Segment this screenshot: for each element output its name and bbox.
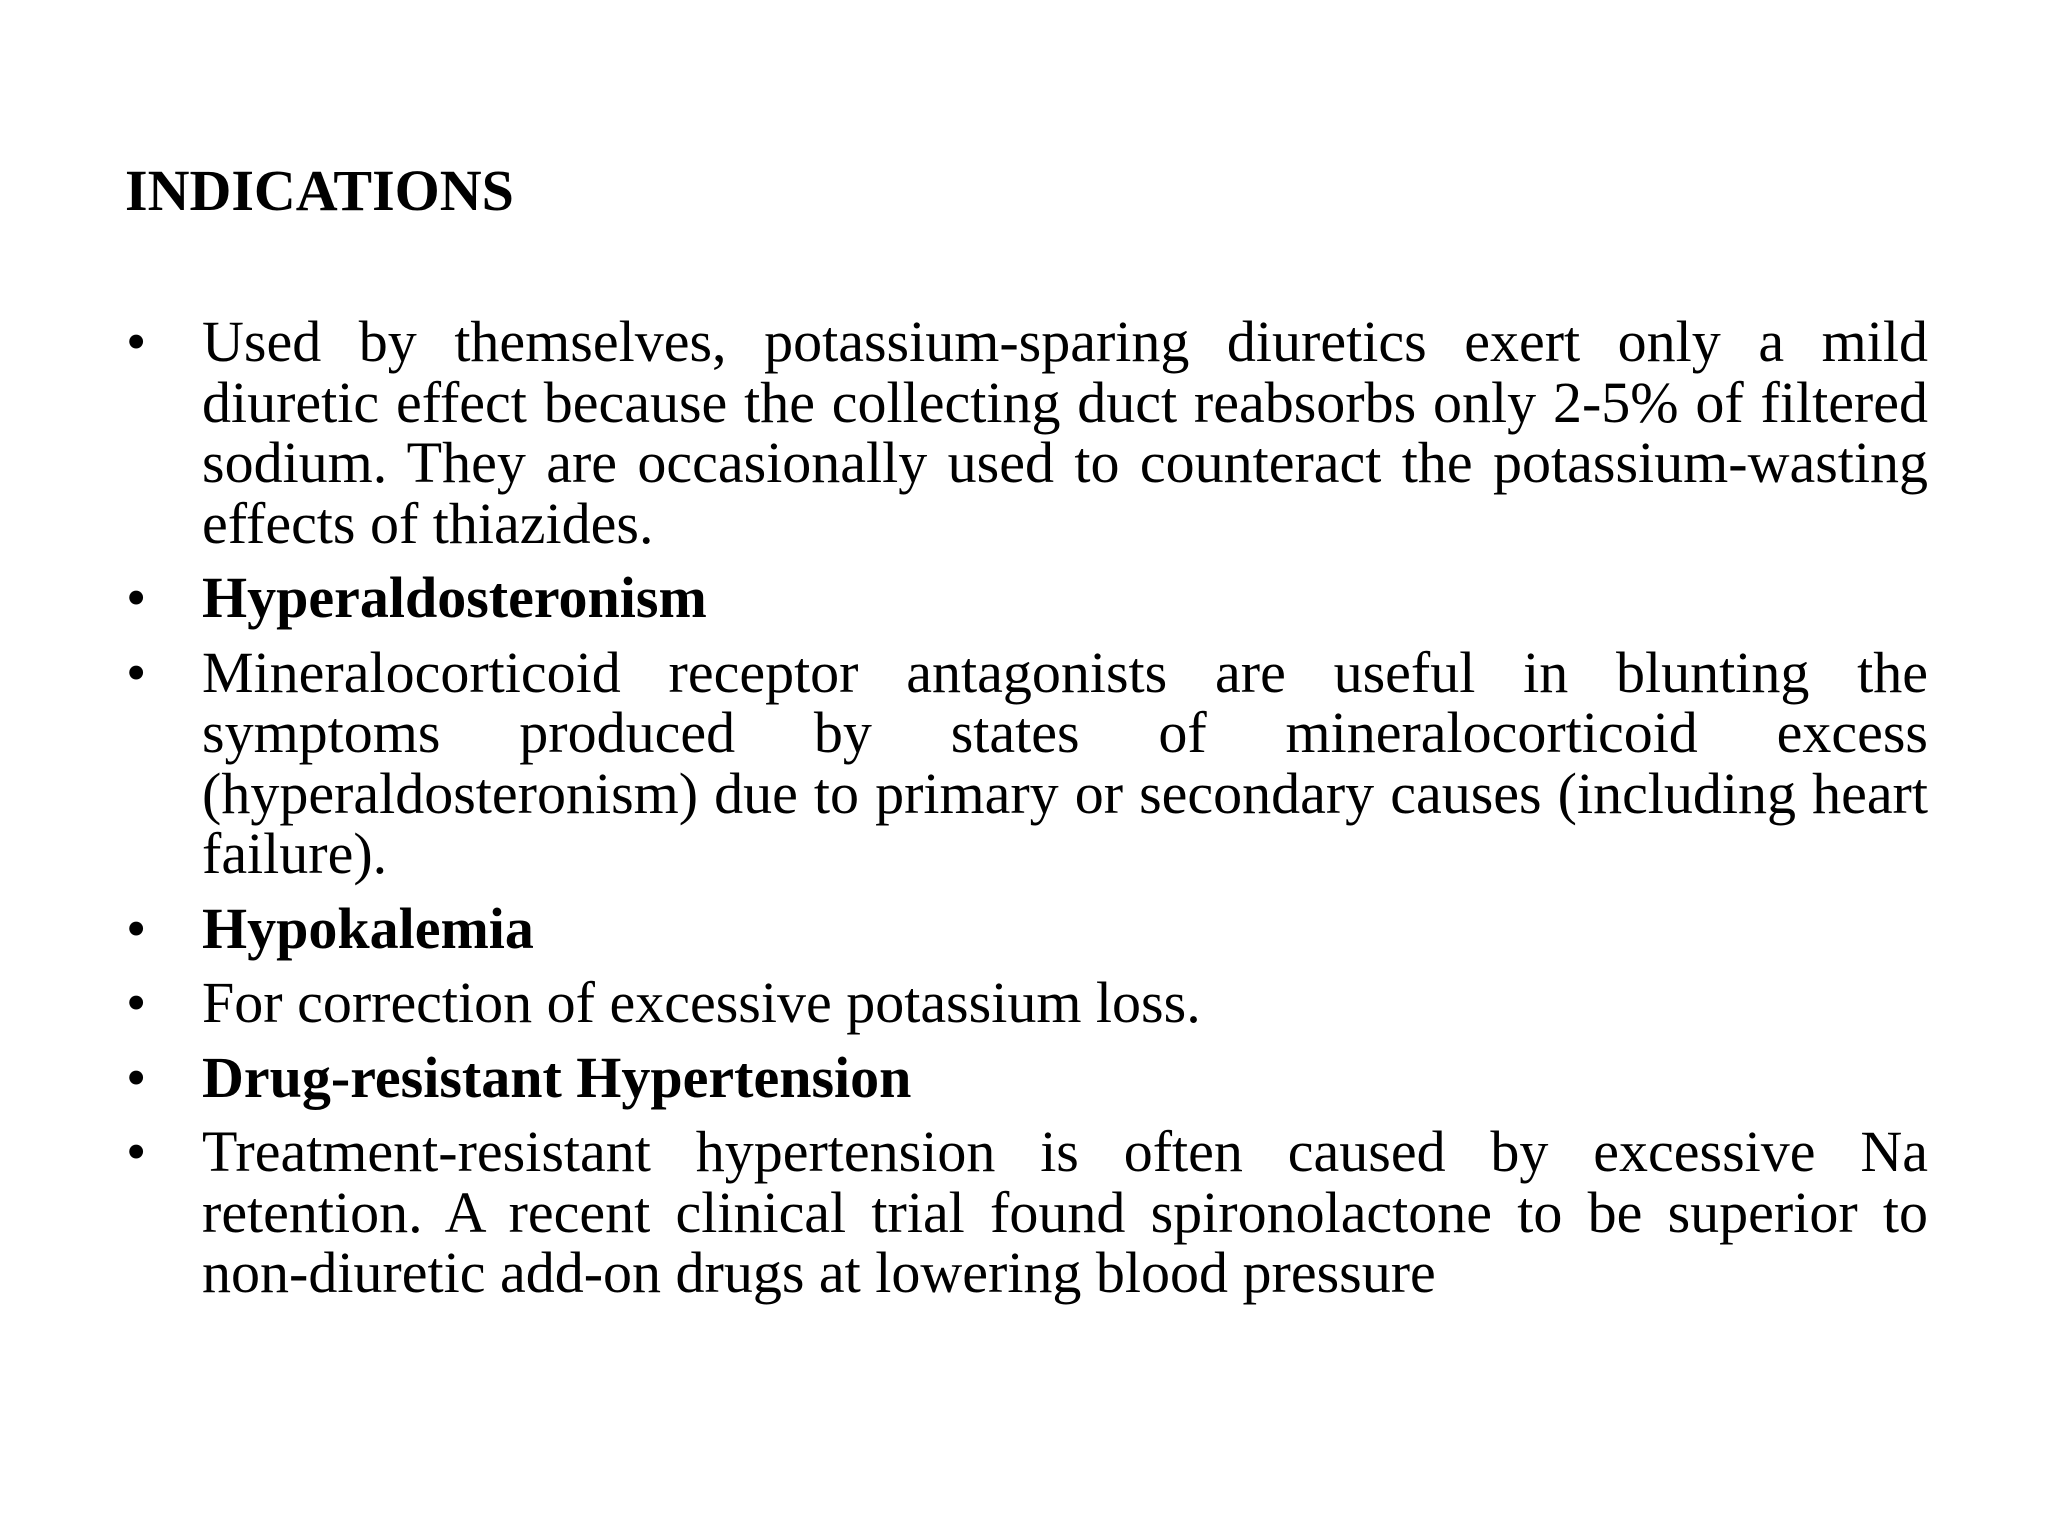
bullet-heading: Drug-resistant Hypertension bbox=[202, 1044, 912, 1110]
bullet-text: Treatment-resistant hypertension is often caused by excessive Na retention. A recent clinical trial found spironolactone to be superior to non-diuretic add-on drugs at lowering blood pressure bbox=[202, 1119, 1928, 1305]
bullet-icon: • bbox=[126, 1119, 147, 1184]
bullet-icon: • bbox=[126, 895, 147, 961]
bullet-item-potassium-loss bbox=[120, 970, 1928, 1035]
bullet-list bbox=[120, 309, 1928, 1318]
bullet-text: Mineralocorticoid receptor antagonists are useful in blunting the symptoms produced by states of mineralocorticoid excess (hyperaldosteronism) due to primary or secondary causes (including heart failure). bbox=[202, 639, 1928, 886]
bullet-heading: Hypokalemia bbox=[202, 895, 534, 961]
bullet-item-drug-resistant bbox=[120, 1044, 1928, 1110]
bullet-icon: • bbox=[126, 639, 147, 705]
bullet-text: Used by themselves, potassium-sparing diuretics exert only a mild diuretic effect because the collecting duct reabsorbs only 2-5% of filtered sodium. They are occasionally used to counteract the potassium-wasting effects of thiazides. bbox=[202, 309, 1928, 556]
bullet-item-hyperaldosteronism bbox=[120, 565, 1928, 630]
bullet-heading: Hyperaldosteronism bbox=[202, 565, 707, 630]
bullet-icon: • bbox=[126, 1044, 147, 1110]
bullet-icon: • bbox=[126, 970, 147, 1035]
bullet-icon: • bbox=[126, 565, 147, 630]
bullet-item-mineralocorticoid bbox=[120, 639, 1928, 886]
bullet-icon: • bbox=[126, 309, 147, 374]
bullet-item-treatment-resistant bbox=[120, 1119, 1928, 1305]
bullet-text: For correction of excessive potassium loss. bbox=[202, 970, 1201, 1035]
bullet-item-usage bbox=[120, 309, 1928, 556]
slide-title: INDICATIONS bbox=[125, 158, 514, 223]
bullet-item-hypokalemia bbox=[120, 895, 1928, 961]
